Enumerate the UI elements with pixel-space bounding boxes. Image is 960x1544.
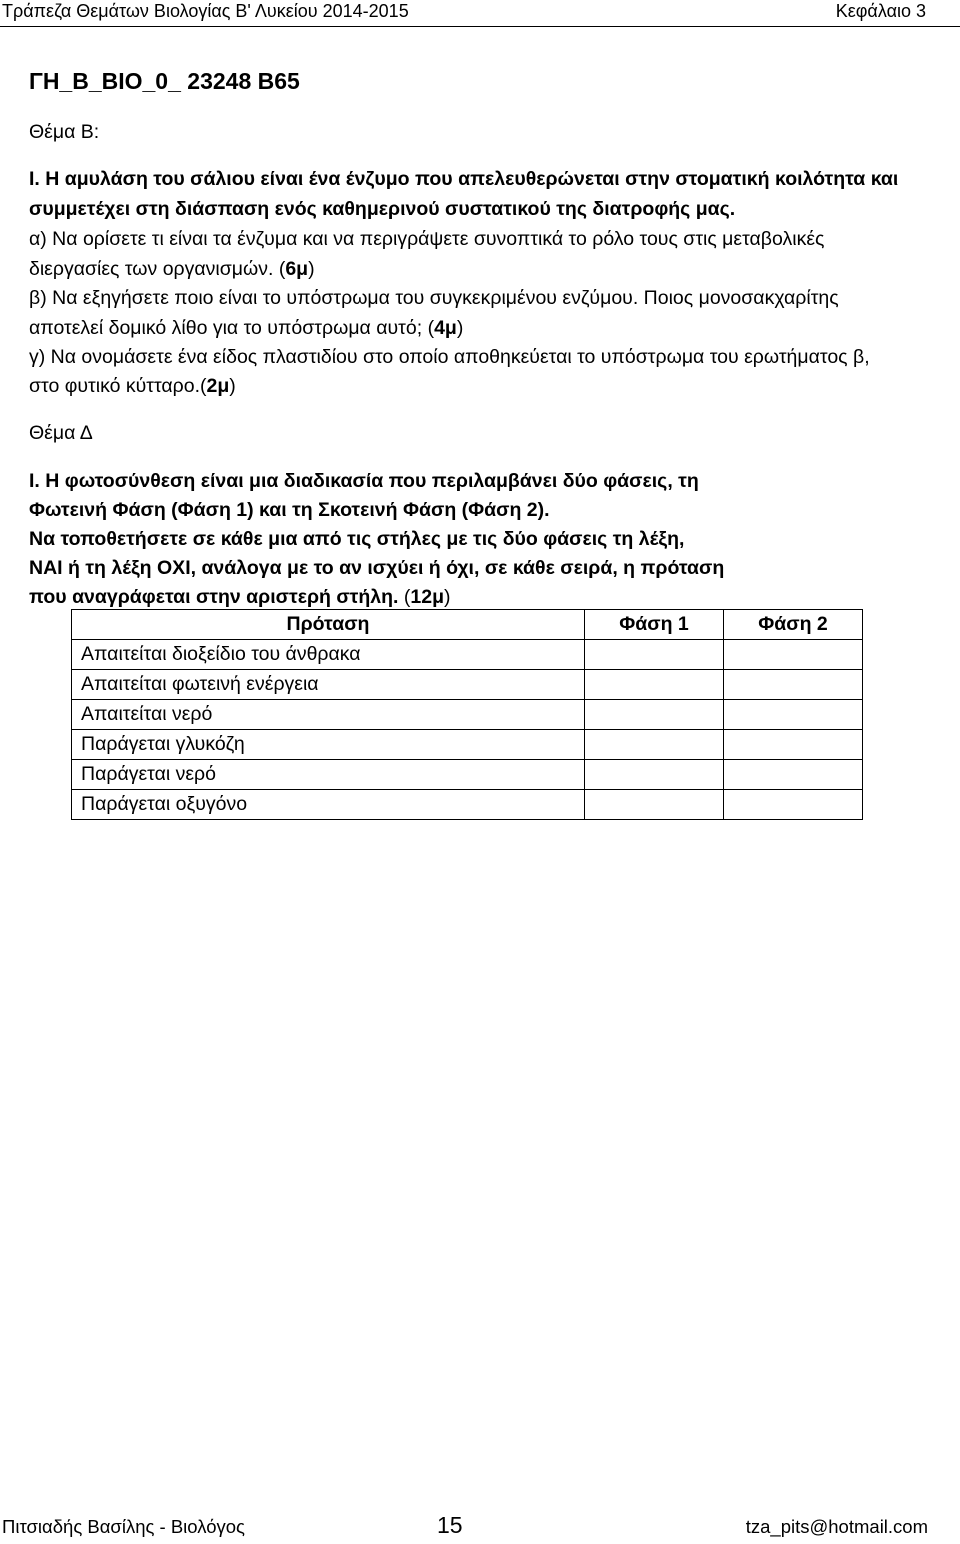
theme-b-intro-line1: Ι. Η αμυλάση του σάλιου είναι ένα ένζυμο που απελευθερώνεται στην στοματική κοιλότητα και <box>29 168 899 190</box>
header-proposition: Πρόταση <box>72 610 585 640</box>
phase-1-answer-cell[interactable] <box>585 640 724 670</box>
footer-email: tza_pits@hotmail.com <box>745 1516 928 1537</box>
theme-d-points-open: ( <box>398 586 411 608</box>
question-b-text: αποτελεί δομικό λίθο για το υπόστρωμα αυτό; ( <box>29 317 435 339</box>
page-header <box>0 0 960 27</box>
theme-d-line5-text: που αναγράφεται στην αριστερή στήλη. <box>29 586 399 608</box>
phase-2-answer-cell[interactable] <box>724 790 863 820</box>
table-row <box>72 790 863 820</box>
question-a-points: 6μ <box>285 258 309 280</box>
header-title: Τράπεζα Θεμάτων Βιολογίας Β' Λυκείου 2014-2015 <box>2 1 409 21</box>
phase-2-answer-cell[interactable] <box>724 730 863 760</box>
theme-d-title: Θέμα Δ <box>29 422 93 444</box>
table-row <box>72 700 863 730</box>
theme-d-line2: Φωτεινή Φάση (Φάση 1) και τη Σκοτεινή Φάση (Φάση 2). <box>29 499 550 521</box>
question-a-close: ) <box>308 258 315 280</box>
table-row-statement: Παράγεται οξυγόνο <box>72 790 585 820</box>
table-row <box>72 640 863 670</box>
phase-2-answer-cell[interactable] <box>724 700 863 730</box>
theme-d-points-close: ) <box>444 586 451 608</box>
page-number: 15 <box>437 1512 463 1538</box>
phase-1-answer-cell[interactable] <box>585 790 724 820</box>
theme-d-line4: ΝΑΙ ή τη λέξη ΟΧΙ, ανάλογα με το αν ισχύει ή όχι, σε κάθε σειρά, η πρόταση <box>29 557 725 579</box>
theme-d-line1: Ι. Η φωτοσύνθεση είναι μια διαδικασία που περιλαμβάνει δύο φάσεις, τη <box>29 470 699 492</box>
question-g-points: 2μ <box>206 375 230 397</box>
footer-author: Πιτσιαδής Βασίλης - Βιολόγος <box>2 1516 245 1537</box>
phase-2-answer-cell[interactable] <box>724 670 863 700</box>
table-row <box>72 730 863 760</box>
header-chapter: Κεφάλαιο 3 <box>835 1 926 21</box>
theme-d-points: 12μ <box>410 586 445 608</box>
phase-1-answer-cell[interactable] <box>585 730 724 760</box>
phase-1-answer-cell[interactable] <box>585 760 724 790</box>
phase-1-answer-cell[interactable] <box>585 700 724 730</box>
theme-d-line3: Να τοποθετήσετε σε κάθε μια από τις στήλες με τις δύο φάσεις τη λέξη, <box>29 528 685 550</box>
table-row-statement: Παράγεται νερό <box>72 760 585 790</box>
phases-table <box>71 609 863 820</box>
question-b-points: 4μ <box>434 317 457 339</box>
question-a-line2 <box>29 258 315 281</box>
question-g-text: στο φυτικό κύτταρο.( <box>29 375 207 397</box>
table-row <box>72 760 863 790</box>
question-g-line1: γ) Να ονομάσετε ένα είδος πλαστιδίου στο οποίο αποθηκεύεται το υπόστρωμα του ερωτήματος β, <box>29 346 870 368</box>
header-phase-2: Φάση 2 <box>724 610 863 640</box>
phase-1-answer-cell[interactable] <box>585 670 724 700</box>
table-row-statement: Απαιτείται νερό <box>72 700 585 730</box>
theme-d-line5 <box>29 586 451 609</box>
table-row <box>72 670 863 700</box>
question-a-line1: α) Να ορίσετε τι είναι τα ένζυμα και να περιγράψετε συνοπτικά το ρόλο τους στις μεταβολικές <box>29 228 825 250</box>
table-row-statement: Απαιτείται φωτεινή ενέργεια <box>72 670 585 700</box>
question-b-line1: β) Να εξηγήσετε ποιο είναι το υπόστρωμα του συγκεκριμένου ενζύμου. Ποιος μονοσακχαρίτης <box>29 287 839 309</box>
table-header-row <box>72 610 863 640</box>
question-a-text: διεργασίες των οργανισμών. ( <box>29 258 286 280</box>
question-g-close: ) <box>229 375 236 397</box>
question-g-line2 <box>29 375 236 398</box>
theme-b-title: Θέμα Β: <box>29 121 100 143</box>
question-code: ΓΗ_Β_ΒΙΟ_0_ 23248 Β65 <box>29 68 300 94</box>
table-row-statement: Παράγεται γλυκόζη <box>72 730 585 760</box>
question-b-close: ) <box>456 317 464 339</box>
phase-2-answer-cell[interactable] <box>724 640 863 670</box>
theme-b-intro-line2: συμμετέχει στη διάσπαση ενός καθημερινού συστατικού της διατροφής μας. <box>29 198 736 220</box>
header-phase-1: Φάση 1 <box>585 610 724 640</box>
question-b-line2 <box>29 317 463 340</box>
table-row-statement: Απαιτείται διοξείδιο του άνθρακα <box>72 640 585 670</box>
phase-2-answer-cell[interactable] <box>724 760 863 790</box>
